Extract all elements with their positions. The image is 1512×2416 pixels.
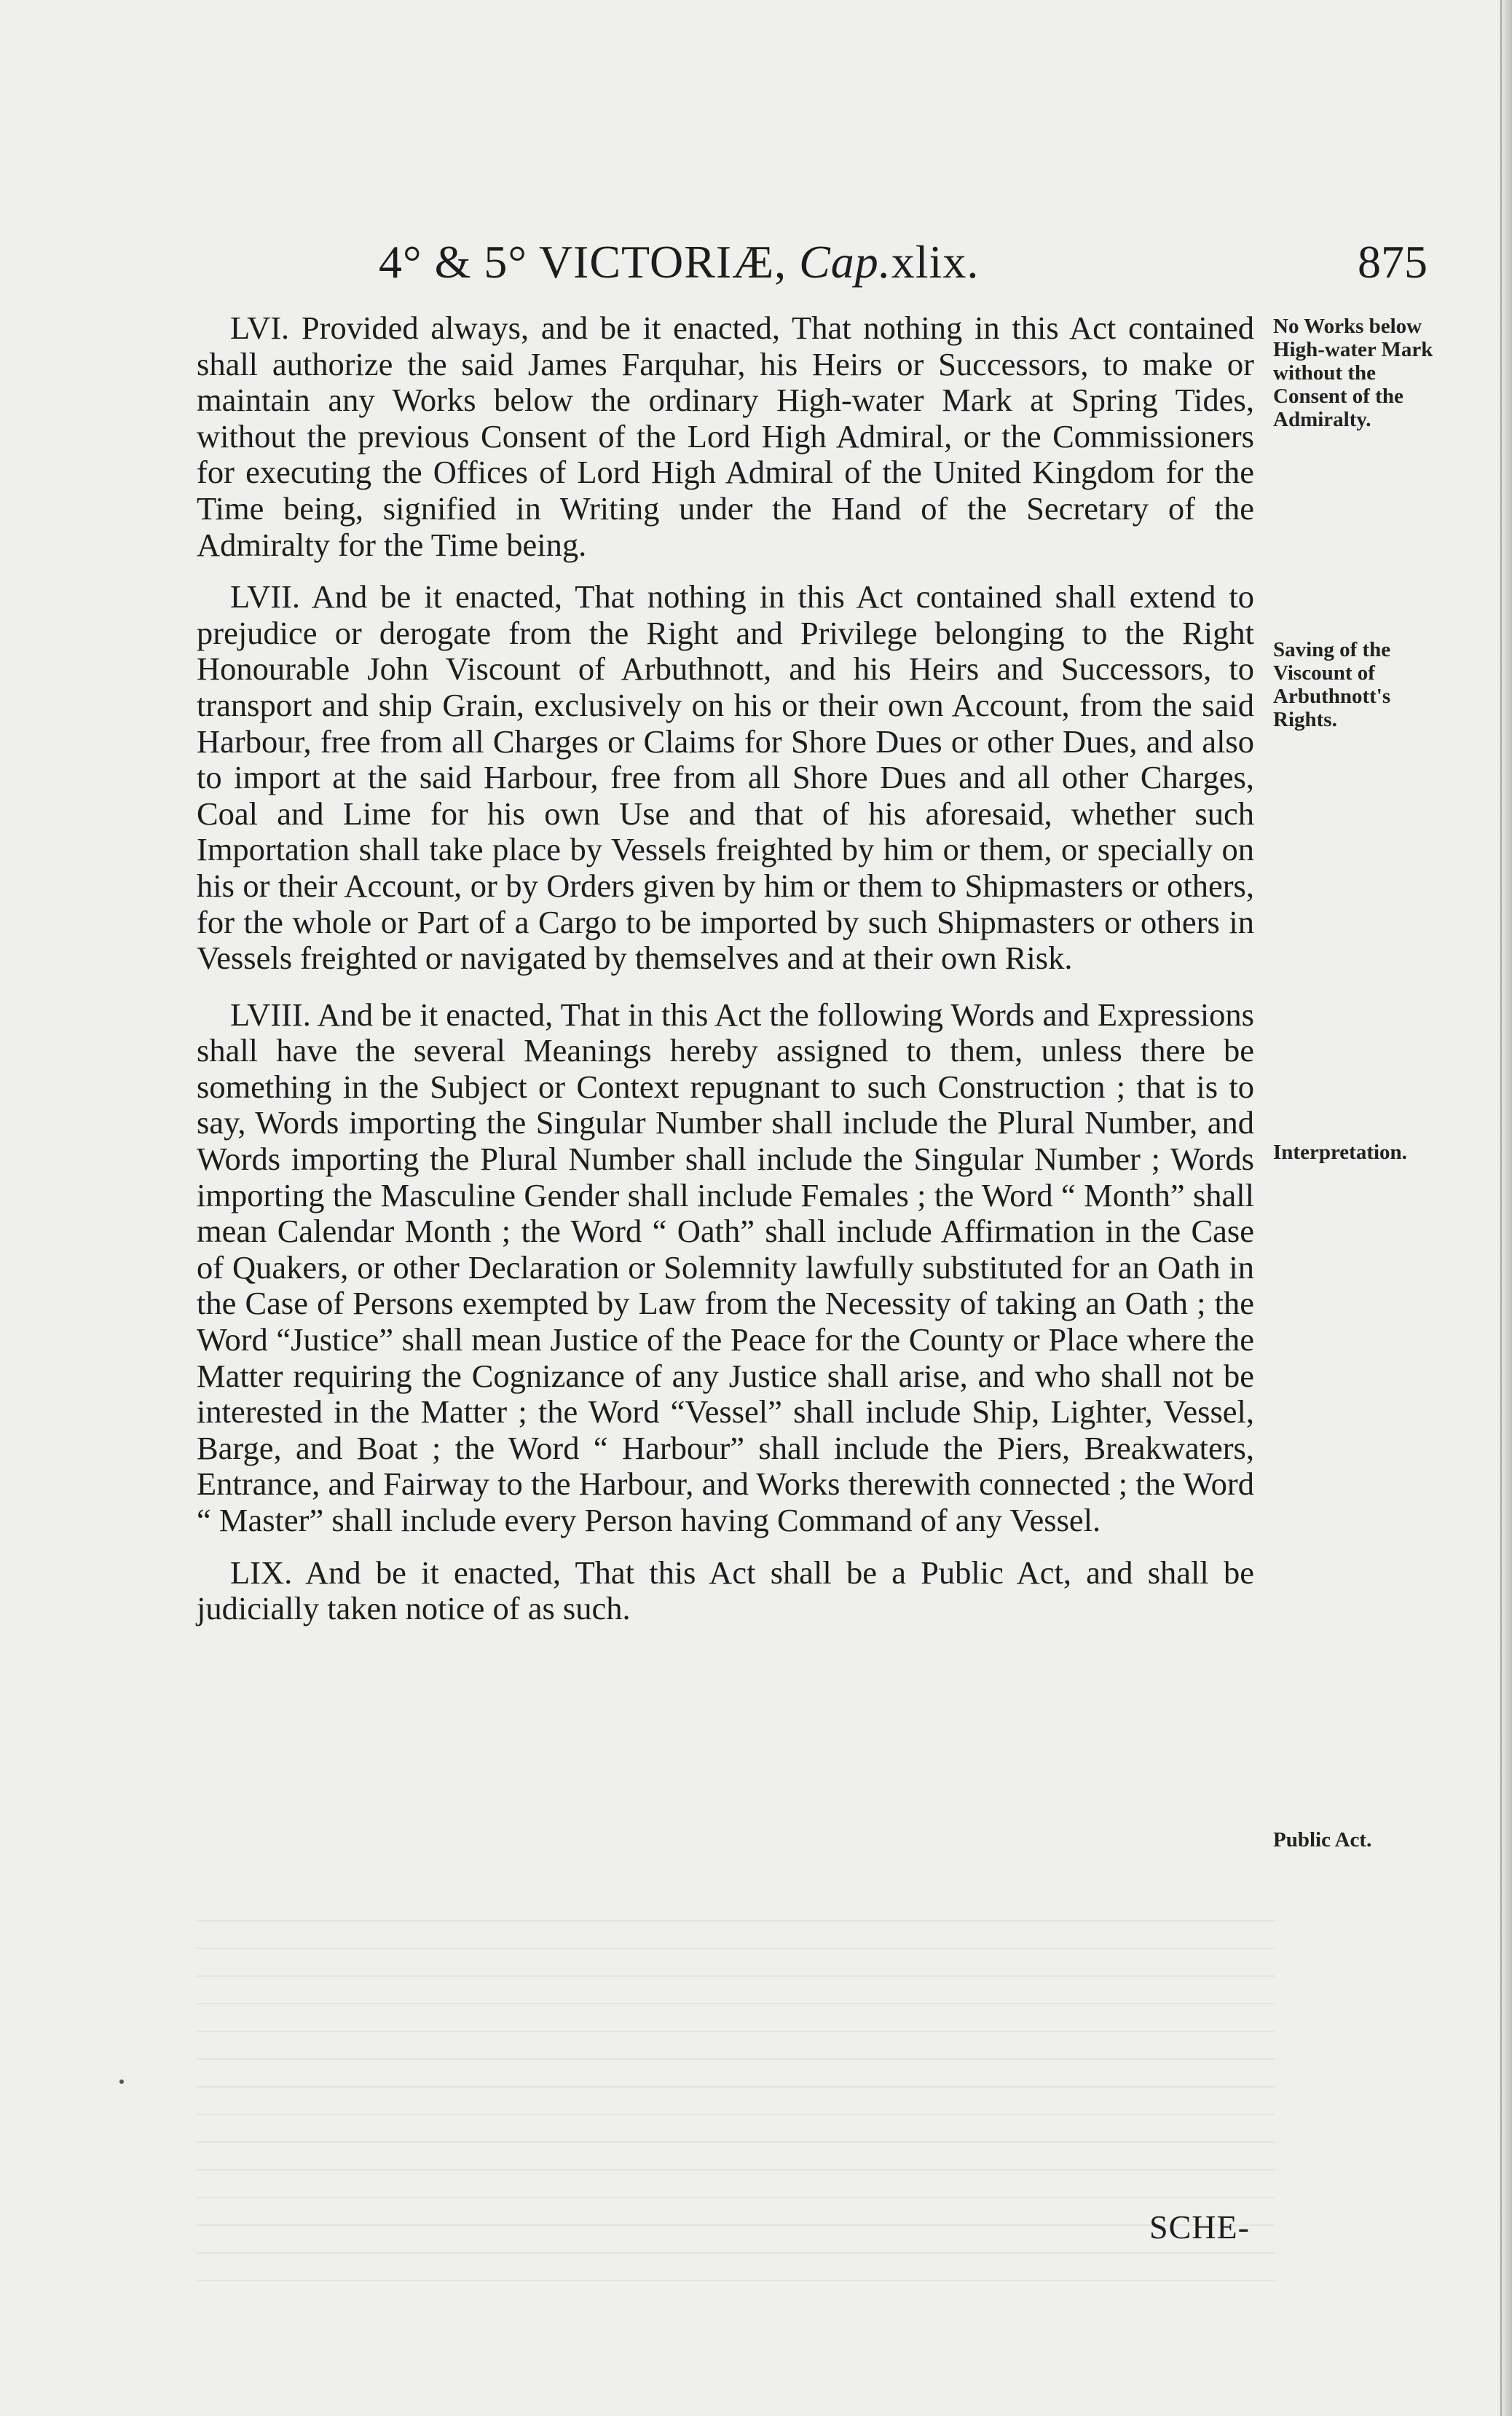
margin-note-lvii: Saving of the Viscount of Arbuthnott's Rights. [1273,638,1391,731]
section-lix: LIX. And be it enacted, That this Act shall be a Public Act, and shall be judicially taken notice of as such. [197,1554,1254,1627]
section-lvii: LVII. And be it enacted, That nothing in this Act contained shall extend to prejudice or derogate from the Right and Privilege belonging to the Right Honourable John Viscount of Arbuthnott, and his Heirs and Successors, to transport and ship Grain, exclusively on his or their own Account, from the said Harbour, free from all Charges or Claims for Shore Dues or other Dues, and also to import at the said Harbour, free from all Shore Dues and all other Charges, Coal and Lime for his own Use and that of his aforesaid, whether such Importation shall take place by Vessels freighted by him or them, or specially on his or their Account, or by Orders given by him or them to Shipmasters or others, for the whole or Part of a Cargo to be imported by such Shipmasters or others in Vessels freighted or navigated by themselves and at their own Risk. [197,578,1254,977]
header-title-chapter: xlix. [891,236,980,288]
catchword: SCHE- [1149,2208,1250,2246]
page-edge [1496,0,1512,2416]
margin-note-lix: Public Act. [1273,1828,1372,1852]
section-lviii: LVIII. And be it enacted, That in this Act the following Words and Expressions shall have the several Meanings hereby assigned to them, unless there be something in the Subject or Context repugnant to such Construction ; that is to say, Words importing the Singular Number shall include the Plural Number, and Words importing the Plural Number shall include the Singular Number ; Words importing the Masculine Gender shall include Females ; the Word “ Month” shall mean Calendar Month ; the Word “ Oath” shall include Affirmation in the Case of Quakers, or other Declaration or Solemnity lawfully substituted for an Oath in the Case of Persons exempted by Law from the Necessity of taking an Oath ; the Word “Justice” shall mean Justice of the Peace for the County or Place where the Matter requiring the Cognizance of any Justice shall arise, and who shall not be interested in the Matter ; the Word “Vessel” shall include Ship, Lighter, Vessel, Barge, and Boat ; the Word “ Harbour” shall include the Piers, Breakwaters, Entrance, and Fairway to the Harbour, and Works therewith connected ; the Word “ Master” shall include every Person having Command of any Vessel. [197,996,1254,1538]
running-header [379,233,1428,291]
page-gutter-line [1500,0,1502,2416]
margin-note-lviii: Interpretation. [1273,1141,1407,1164]
page-number: 875 [1358,236,1428,288]
header-title-cap: Cap. [799,236,891,288]
header-title [379,233,979,291]
body-text [197,310,1254,1643]
show-through-bleed [197,1894,1275,2302]
ink-dot [119,2079,124,2084]
margin-note-lvi: No Works below High-water Mark without the Consent of the Admiralty. [1273,315,1433,431]
header-title-main: 4° & 5° VICTORIÆ, [379,236,787,288]
section-lvi: LVI. Provided always, and be it enacted, That nothing in this Act contained shall authorize the said James Farquhar, his Heirs or Successors, to make or maintain any Works below the ordinary High-water Mark at Spring Tides, without the previous Consent of the Lord High Admiral, or the Commissioners for executing the Offices of Lord High Admiral of the United Kingdom for the Time being, signified in Writing under the Hand of the Secretary of the Admiralty for the Time being. [197,310,1254,563]
